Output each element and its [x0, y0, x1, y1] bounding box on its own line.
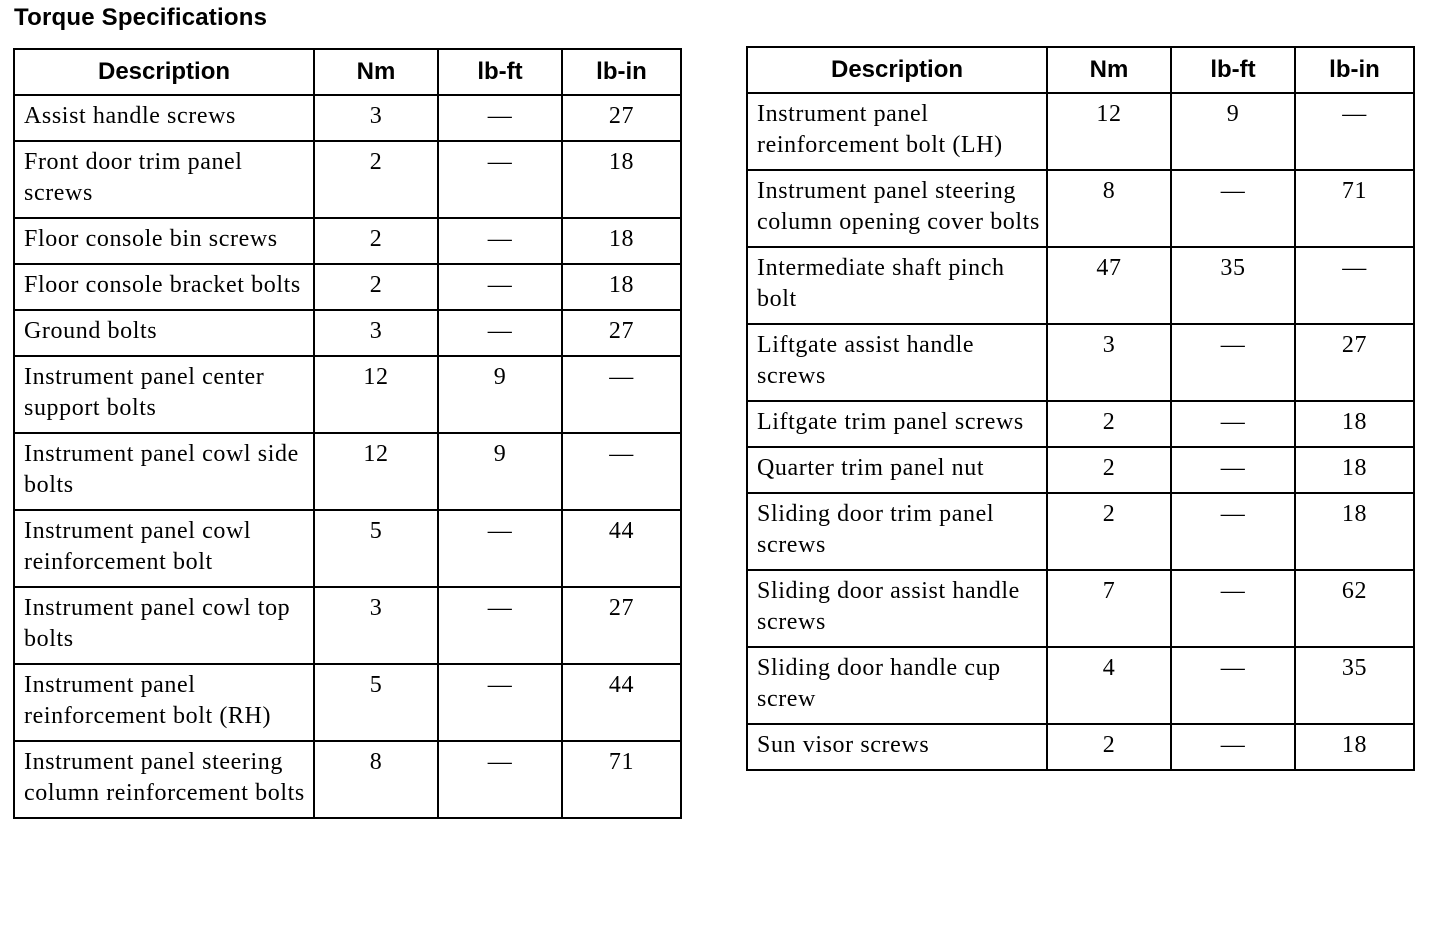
cell-lb-in: 44 [562, 664, 681, 741]
table-row [14, 587, 681, 664]
cell-lb-in: 62 [1295, 570, 1414, 647]
table-row [14, 510, 681, 587]
cell-lb-ft: — [438, 218, 562, 264]
cell-nm: 12 [314, 356, 438, 433]
cell-description: Instrument panel steering column reinforcement bolts [14, 741, 314, 818]
page-title: Torque Specifications [14, 4, 268, 31]
cell-description: Front door trim panel screws [14, 141, 314, 218]
cell-lb-ft: — [438, 741, 562, 818]
cell-description: Floor console bin screws [14, 218, 314, 264]
column-header-description: Description [747, 47, 1047, 93]
table-row [14, 356, 681, 433]
cell-lb-in: 71 [562, 741, 681, 818]
table-row [747, 493, 1414, 570]
cell-lb-ft: — [1171, 570, 1295, 647]
cell-lb-ft: — [438, 141, 562, 218]
cell-nm: 2 [314, 141, 438, 218]
cell-description: Floor console bracket bolts [14, 264, 314, 310]
cell-nm: 2 [314, 264, 438, 310]
column-header-nm: Nm [314, 49, 438, 95]
cell-description: Instrument panel cowl top bolts [14, 587, 314, 664]
column-header-lb-in: lb-in [562, 49, 681, 95]
table-row [14, 95, 681, 141]
table-row [747, 93, 1414, 170]
column-header-lb-ft: lb-ft [438, 49, 562, 95]
cell-lb-ft: — [438, 264, 562, 310]
cell-lb-in: — [1295, 247, 1414, 324]
table-header-row [14, 49, 681, 95]
cell-lb-in: 18 [1295, 493, 1414, 570]
cell-lb-in: 18 [562, 141, 681, 218]
cell-lb-in: 18 [562, 218, 681, 264]
cell-lb-ft: — [1171, 647, 1295, 724]
table-row [747, 570, 1414, 647]
table-row [747, 247, 1414, 324]
cell-lb-in: 18 [562, 264, 681, 310]
table-row [14, 433, 681, 510]
cell-lb-in: 18 [1295, 447, 1414, 493]
table-row [14, 664, 681, 741]
table-row [747, 324, 1414, 401]
cell-nm: 3 [314, 95, 438, 141]
cell-nm: 5 [314, 664, 438, 741]
cell-lb-ft: — [1171, 724, 1295, 770]
torque-table-right [746, 46, 1415, 771]
cell-description: Instrument panel cowl side bolts [14, 433, 314, 510]
table-row [747, 647, 1414, 724]
cell-lb-ft: — [1171, 401, 1295, 447]
cell-nm: 2 [314, 218, 438, 264]
table-row [14, 741, 681, 818]
cell-description: Liftgate trim panel screws [747, 401, 1047, 447]
cell-description: Sun visor screws [747, 724, 1047, 770]
cell-nm: 4 [1047, 647, 1171, 724]
cell-lb-in: — [562, 433, 681, 510]
cell-nm: 7 [1047, 570, 1171, 647]
cell-description: Sliding door trim panel screws [747, 493, 1047, 570]
cell-nm: 2 [1047, 493, 1171, 570]
cell-nm: 3 [314, 310, 438, 356]
cell-description: Assist handle screws [14, 95, 314, 141]
cell-description: Sliding door handle cup screw [747, 647, 1047, 724]
table-row [14, 264, 681, 310]
cell-nm: 3 [1047, 324, 1171, 401]
column-header-nm: Nm [1047, 47, 1171, 93]
table-row [747, 447, 1414, 493]
cell-lb-ft: — [438, 587, 562, 664]
cell-nm: 2 [1047, 724, 1171, 770]
cell-nm: 12 [1047, 93, 1171, 170]
cell-lb-ft: 35 [1171, 247, 1295, 324]
cell-nm: 5 [314, 510, 438, 587]
cell-lb-in: 18 [1295, 724, 1414, 770]
table-row [14, 141, 681, 218]
cell-description: Ground bolts [14, 310, 314, 356]
cell-description: Instrument panel cowl reinforcement bolt [14, 510, 314, 587]
table-row [14, 310, 681, 356]
cell-nm: 8 [1047, 170, 1171, 247]
table-header-row [747, 47, 1414, 93]
cell-lb-in: — [1295, 93, 1414, 170]
cell-description: Instrument panel center support bolts [14, 356, 314, 433]
cell-lb-in: 27 [562, 587, 681, 664]
cell-lb-ft: 9 [1171, 93, 1295, 170]
cell-description: Instrument panel reinforcement bolt (LH) [747, 93, 1047, 170]
cell-description: Quarter trim panel nut [747, 447, 1047, 493]
cell-lb-ft: — [438, 510, 562, 587]
table-row [747, 170, 1414, 247]
cell-lb-ft: — [1171, 493, 1295, 570]
cell-lb-in: 35 [1295, 647, 1414, 724]
cell-lb-ft: — [1171, 447, 1295, 493]
cell-lb-ft: — [438, 95, 562, 141]
cell-lb-in: 27 [562, 310, 681, 356]
cell-lb-ft: — [438, 310, 562, 356]
cell-nm: 12 [314, 433, 438, 510]
cell-description: Instrument panel reinforcement bolt (RH) [14, 664, 314, 741]
cell-description: Instrument panel steering column opening cover bolts [747, 170, 1047, 247]
torque-table-left [13, 48, 682, 819]
table-row [747, 401, 1414, 447]
cell-lb-in: 27 [1295, 324, 1414, 401]
cell-lb-ft: 9 [438, 356, 562, 433]
cell-lb-in: 18 [1295, 401, 1414, 447]
table-row [747, 724, 1414, 770]
column-header-lb-ft: lb-ft [1171, 47, 1295, 93]
column-header-lb-in: lb-in [1295, 47, 1414, 93]
cell-lb-ft: — [1171, 170, 1295, 247]
table-row [14, 218, 681, 264]
cell-lb-in: 71 [1295, 170, 1414, 247]
cell-description: Liftgate assist handle screws [747, 324, 1047, 401]
cell-nm: 2 [1047, 447, 1171, 493]
cell-lb-in: 44 [562, 510, 681, 587]
cell-lb-in: 27 [562, 95, 681, 141]
column-header-description: Description [14, 49, 314, 95]
cell-lb-ft: — [438, 664, 562, 741]
cell-nm: 3 [314, 587, 438, 664]
cell-lb-ft: — [1171, 324, 1295, 401]
cell-lb-in: — [562, 356, 681, 433]
cell-lb-ft: 9 [438, 433, 562, 510]
cell-nm: 8 [314, 741, 438, 818]
cell-nm: 2 [1047, 401, 1171, 447]
cell-nm: 47 [1047, 247, 1171, 324]
cell-description: Sliding door assist handle screws [747, 570, 1047, 647]
cell-description: Intermediate shaft pinch bolt [747, 247, 1047, 324]
